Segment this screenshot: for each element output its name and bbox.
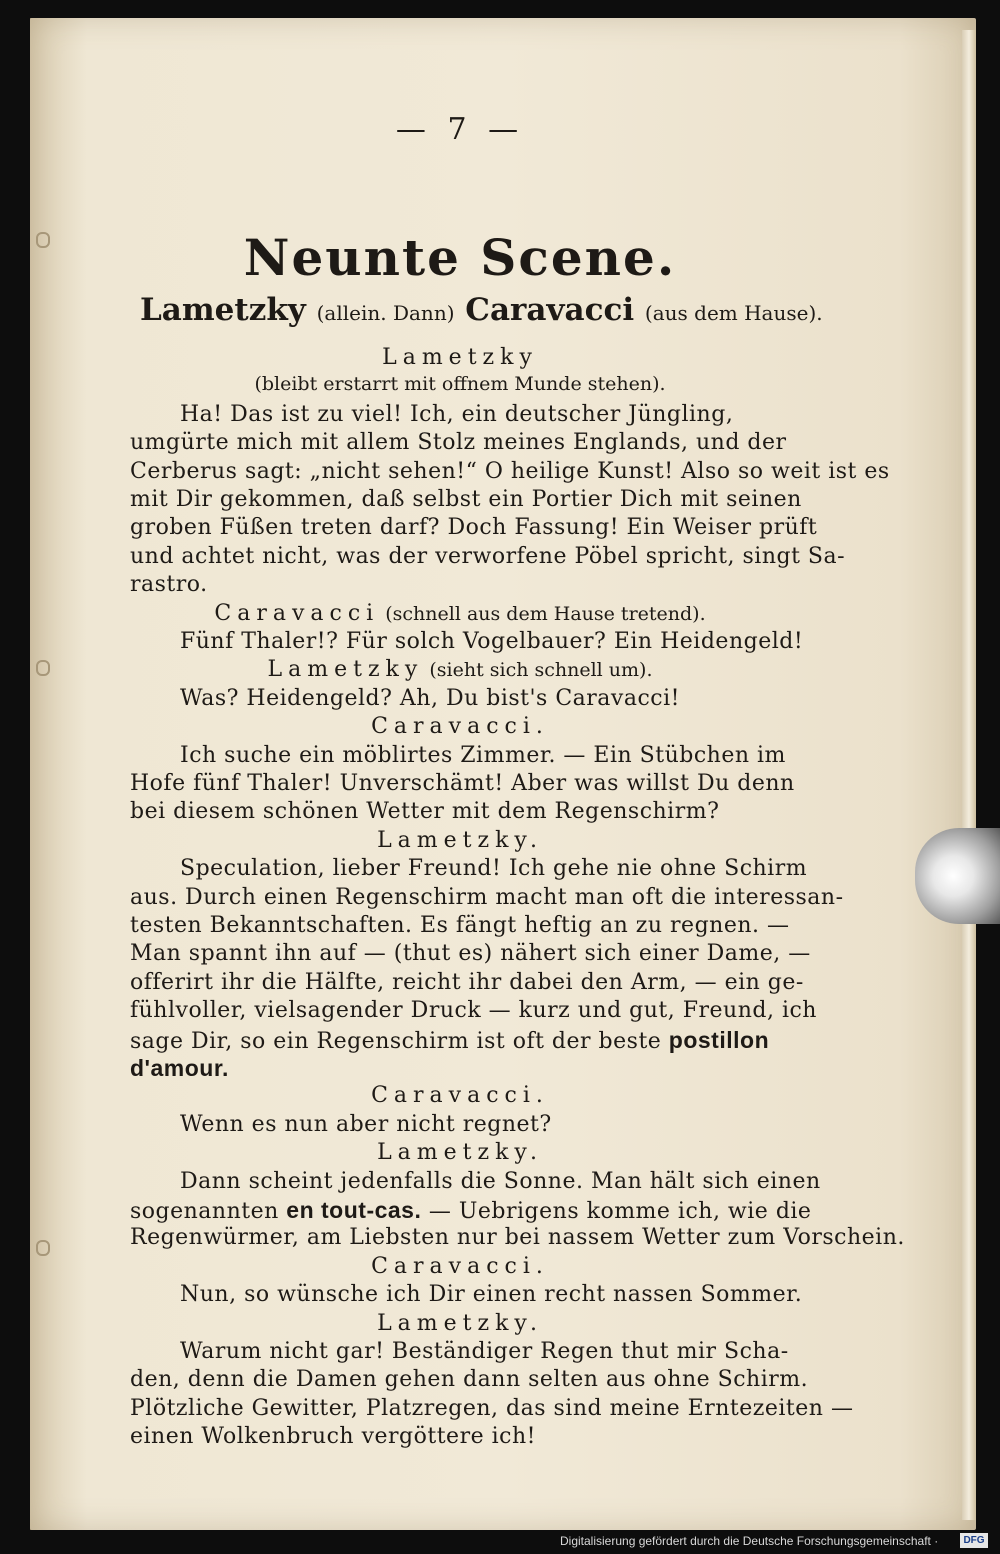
- dialogue-line: den, denn die Damen gehen dann selten aus ohne Schirm.: [130, 1367, 809, 1393]
- speaker-name: [0, 345, 920, 370]
- dialogue-line: rastro.: [130, 572, 208, 598]
- dialogue-line: aus. Durch einen Regenschirm macht man oft die interessan-: [130, 884, 844, 910]
- dialogue-line: Cerberus sagt: „nicht sehen!“ O heilige Kunst! Also so weit ist es: [130, 458, 890, 484]
- stage-note: (aus dem Hause).: [644, 301, 823, 325]
- dialogue-line: Speculation, lieber Freund! Ich gehe nie ohne Schirm: [180, 856, 808, 882]
- dialogue-line: umgürte mich mit allem Stolz meines Englands, und der: [130, 430, 787, 456]
- speaker-name: [0, 657, 920, 682]
- page-edge: [962, 30, 976, 1520]
- speaker-name: [0, 1140, 920, 1165]
- dialogue-line: [130, 1055, 790, 1082]
- speaker-label: Lametzky: [382, 345, 538, 370]
- dialogue-line: Nun, so wünsche ich Dir einen recht nassen Sommer.: [180, 1282, 803, 1308]
- dialogue-line: Dann scheint jedenfalls die Sonne. Man hält sich einen: [180, 1168, 821, 1194]
- dialogue-line: Man spannt ihn auf — (thut es) nähert sich einer Dame, —: [130, 941, 811, 967]
- dialogue-line: Hofe fünf Thaler! Unverschämt! Aber was willst Du denn: [130, 771, 795, 796]
- dialogue-line: Ich suche ein möblirtes Zimmer. — Ein Stübchen im: [180, 742, 786, 768]
- dialogue-line: bei diesem schönen Wetter mit dem Regenschirm?: [130, 799, 720, 825]
- speaker-name: [0, 828, 920, 853]
- speaker-name: [0, 1254, 920, 1279]
- dialogue-line: Ha! Das ist zu viel! Ich, ein deutscher Jüngling,: [180, 401, 734, 427]
- speaker-name: [0, 714, 920, 739]
- speaker-label: Lametzky.: [377, 827, 543, 853]
- stage-direction: (schnell aus dem Hause tretend).: [379, 602, 706, 625]
- dialogue-line: Regenwürmer, am Liebsten nur bei nassem Wetter zum Vorschein.: [130, 1225, 905, 1251]
- emphasis-text: postillon: [668, 1026, 770, 1053]
- dialogue-line: offerirt ihr die Hälfte, reicht ihr dabei den Arm, — ein ge-: [130, 969, 804, 995]
- dialogue-line: Plötzliche Gewitter, Platzregen, das sind meine Erntezeiten —: [130, 1395, 854, 1421]
- speaker-label: Caravacci.: [371, 1253, 549, 1279]
- speaker-name: [0, 1083, 920, 1108]
- character-name: Lametzky: [140, 292, 306, 328]
- speaker-label: Caravacci.: [371, 1083, 549, 1109]
- stage-note: (allein. Dann): [316, 301, 455, 325]
- page-number: — 7 —: [395, 112, 525, 147]
- dialogue-line: Warum nicht gar! Beständiger Regen thut mir Scha-: [180, 1339, 789, 1364]
- scene-title: Neunte Scene.: [243, 228, 677, 287]
- speaker-label: Lametzky.: [377, 1310, 543, 1336]
- emphasis-text: d'amour.: [130, 1055, 229, 1081]
- speaker-label: Lametzky: [267, 657, 424, 683]
- character-name: Caravacci: [465, 292, 635, 328]
- dialogue-line: [130, 1027, 790, 1054]
- line-text: sogenannten: [130, 1199, 287, 1224]
- dialogue-line: groben Füßen treten darf? Doch Fassung! Ein Weiser prüft: [130, 515, 818, 541]
- scene-characters: [140, 292, 840, 328]
- dfg-logo: DFG: [960, 1533, 988, 1548]
- dialogue-line: Wenn es nun aber nicht regnet?: [180, 1111, 552, 1137]
- stage-direction: (bleibt erstarrt mit offnem Munde stehen).: [254, 373, 666, 396]
- dialogue-line: mit Dir gekommen, daß selbst ein Portier Dich mit seinen: [130, 487, 802, 512]
- speaker-name: [0, 1311, 920, 1336]
- dialogue-line: fühlvoller, vielsagender Druck — kurz und gut, Freund, ich: [130, 998, 817, 1024]
- dialogue-line: testen Bekanntschaften. Es fängt heftig an zu regnen. —: [130, 913, 790, 938]
- dialogue-line: einen Wolkenbruch vergöttere ich!: [130, 1424, 536, 1450]
- speaker-label: Lametzky.: [377, 1140, 543, 1166]
- line-text: — Uebrigens komme ich, wie die: [421, 1199, 812, 1224]
- stage-direction: (sieht sich schnell um).: [423, 659, 653, 682]
- dialogue-line: [130, 1197, 812, 1224]
- dialogue-line: Fünf Thaler!? Für solch Vogelbauer? Ein Heidengeld!: [180, 629, 804, 654]
- dialogue-line: und achtet nicht, was der verworfene Pöbel spricht, singt Sa-: [130, 543, 846, 569]
- page-clip: [915, 828, 1000, 924]
- speaker-label: Caravacci.: [371, 714, 549, 740]
- emphasis-text: en tout-cas.: [286, 1197, 422, 1223]
- digitization-credit: Digitalisierung gefördert durch die Deutsche Forschungsgemeinschaft ·: [560, 1534, 939, 1548]
- speaker-label: Caravacci: [214, 600, 380, 626]
- dialogue-line: Was? Heidengeld? Ah, Du bist's Caravacci!: [180, 685, 680, 711]
- line-text: sage Dir, so ein Regenschirm ist oft der beste: [130, 1028, 669, 1054]
- speaker-name: [0, 601, 920, 626]
